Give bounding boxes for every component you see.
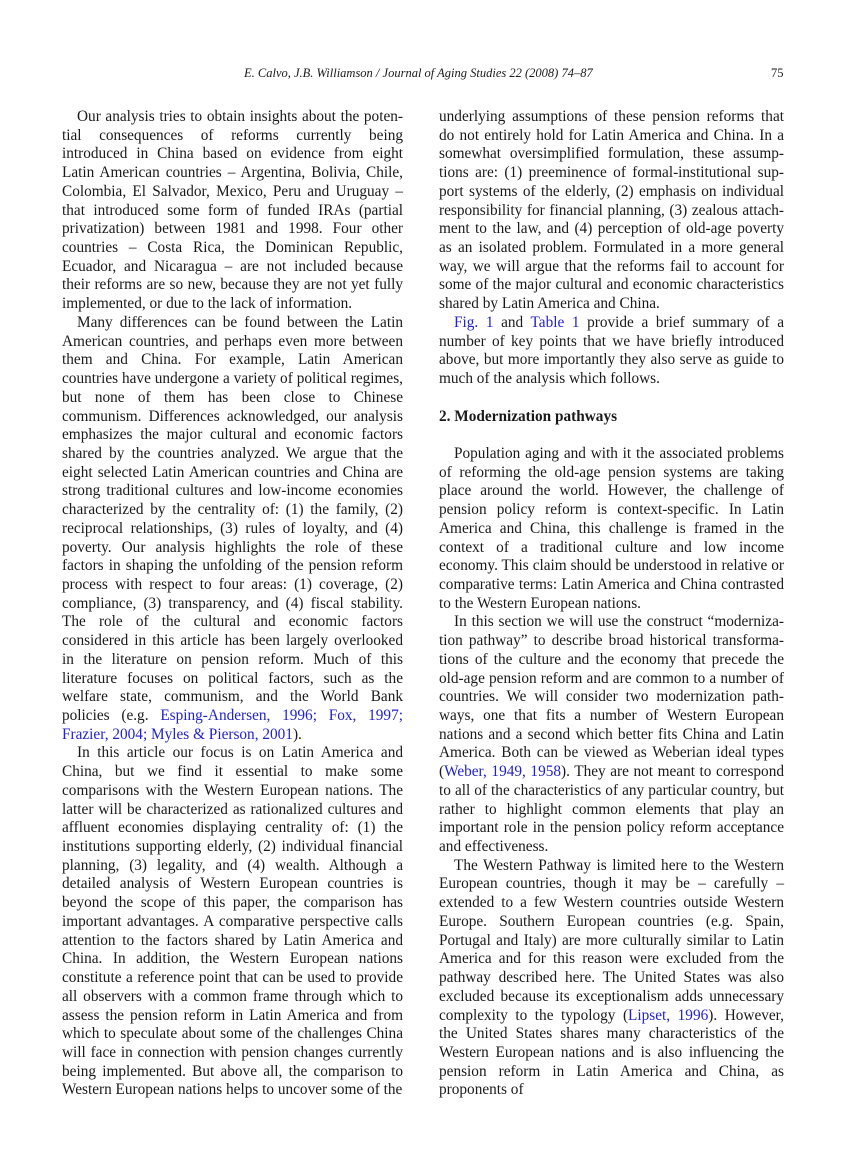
paragraph-intro-start: Our analysis tries to obtain insights about the poten — [77, 108, 403, 125]
paragraph-differences — [62, 314, 403, 745]
left-column — [62, 108, 403, 1100]
section-heading-modernization-pathways: 2. Modernization pathways — [439, 407, 618, 425]
running-head — [0, 66, 846, 84]
paragraph-population-aging — [439, 445, 784, 613]
citation-link-esping-andersen[interactable]: Esping-Andersen, 1996; Fox, 1997; Frazier, 2004; Myles & Pierson, 2001 — [62, 707, 403, 743]
paragraph-differences-end: ). — [292, 725, 302, 743]
paragraph-summary — [439, 314, 784, 389]
paragraph-assumptions — [439, 108, 784, 314]
paragraph-intro-body: tial consequences of reforms currently being introduced in China based on evidence from eight Latin American countries – Argentina, Bolivia, Chile, Colombia, El Salvador, Mexico, Peru and Uruguay – that introduced some form of funded IRAs (partial privatization) between 1981 and 1998. Four other countries – Costa Rica, the Dominican Republic, Ecuador, and Nicaragua – are not included because their reforms are so new, because they are not yet fully implemented, or due to the lack of information. — [62, 126, 403, 313]
paragraph-population-aging-text: Population aging and with it the associated problems of reforming the old-age pension systems are taking place around the world. However, the challenge of pension policy reform is context-specific. In Latin America and China, this challenge is framed in the context of a traditional culture and low income economy. This claim should be understood in relative or comparative terms: Latin America and China contrasted to the Western European nations. — [439, 444, 784, 612]
paragraph-western-end: ). However, the United States shares many characteristics of the Western European nations and is also influencing the pension reform in Latin America and China, as proponents of — [439, 1006, 784, 1099]
paragraph-summary-text: provide a brief summary of a number of key points that we have briefly introduced above, but more importantly they also serve as guide to much of the analysis which follows. — [439, 313, 784, 388]
paragraph-construct-text: In this section we will use the construct “modernization pathway” to describe broad historical transformations of the culture and the economy that precede the old-age pension reform and are common to a number of countries. We will consider two modernization pathways, one that fits a number of Western European nations and a second which better fits China and Latin America. Both can be viewed as Weberian ideal types ( — [439, 613, 784, 781]
and-text: and — [493, 313, 531, 331]
journal-citation-header: E. Calvo, J.B. Williamson / Journal of Aging Studies 22 (2008) 74–87 — [244, 66, 593, 80]
paragraph-intro — [62, 108, 403, 314]
paragraph-western-pathway — [439, 857, 784, 1100]
paragraph-focus-text: In this article our focus is on Latin America and China, but we find it essential to make some comparisons with the Western European nations. The latter will be characterized as rationalized cultures and affluent economies displaying centrality of: (1) the institutions supporting elderly, (2) individual financial planning, (3) legality, and (4) wealth. Although a detailed analysis of Western European countries is beyond the scope of this paper, the comparison has important advantages. A comparative perspective calls attention to the factors shared by Latin America and China. In addition, the Western European nations constitute a reference point that can be used to provide all observers with a common frame through which to assess the pension reform in Latin America and from which to speculate about some of the challenges China will face in connection with pension changes currently being implemented. But above all, the comparison to Western European nations helps to uncover some of the — [62, 744, 403, 1099]
paragraph-western-text: The Western Pathway is limited here to the Western European countries, though it may be – carefully – extended to a few Western countries outside Western Europe. Southern European countries (e.g. Spain, Portugal and Italy) are more culturally similar to Latin America and for this reason were excluded from the pathway described here. The United States was also excluded because its exceptionalism adds unnecessary complexity to the typology ( — [439, 856, 784, 1024]
paragraph-construct-end: ). They are not meant to correspond to all of the characteristics of any particular country, but rather to highlight common elements that play an important role in the pension policy reform acceptance and effectiveness. — [439, 763, 784, 856]
citation-link-lipset[interactable]: Lipset, 1996 — [628, 1006, 709, 1024]
figure-1-link[interactable]: Fig. 1 — [454, 313, 494, 331]
paragraph-focus — [62, 744, 403, 1100]
citation-link-weber[interactable]: Weber, 1949, 1958 — [444, 763, 562, 781]
paragraph-differences-text: Many differences can be found between the Latin American countries, and perhaps even more between them and China. For example, Latin American countries have undergone a variety of political regimes, but none of them has been close to Chinese communism. Differences acknowledged, our analysis emphasizes the major cultural and economic factors shared by the countries analyzed. We argue that the eight selected Latin American countries and China are strong traditional cultures and low-income economies characterized by the centrality of: (1) the family, (2) reciprocal relationships, (3) rules of loyalty, and (4) poverty. Our analysis highlights the role of these factors in shaping the unfolding of the pension reform process with respect to four areas: (1) coverage, (2) compliance, (3) transparency, and (4) fiscal stability. The role of the cultural and economic factors considered in this article has been largely overlooked in the literature on pension reform. Much of this literature focuses on political factors, such as the welfare state, communism, and the World Bank policies (e.g. — [62, 313, 403, 724]
right-column — [439, 108, 784, 1100]
table-1-link[interactable]: Table 1 — [530, 313, 580, 331]
page-number: 75 — [771, 66, 784, 80]
paragraph-assumptions-text: underlying assumptions of these pension reforms that do not entirely hold for Latin America and China. In a somewhat oversimplified formulation, these assumptions are: (1) preeminence of formal-institutional support systems of the elderly, (2) emphasis on individual responsibility for financial planning, (3) zealous attachment to the law, and (4) perception of old-age poverty as an isolated problem. Formulated in a more general way, we will argue that the reforms fail to account for some of the major cultural and economic characteristics shared by Latin America and China. — [439, 108, 784, 313]
paragraph-modernization-construct — [439, 613, 784, 856]
